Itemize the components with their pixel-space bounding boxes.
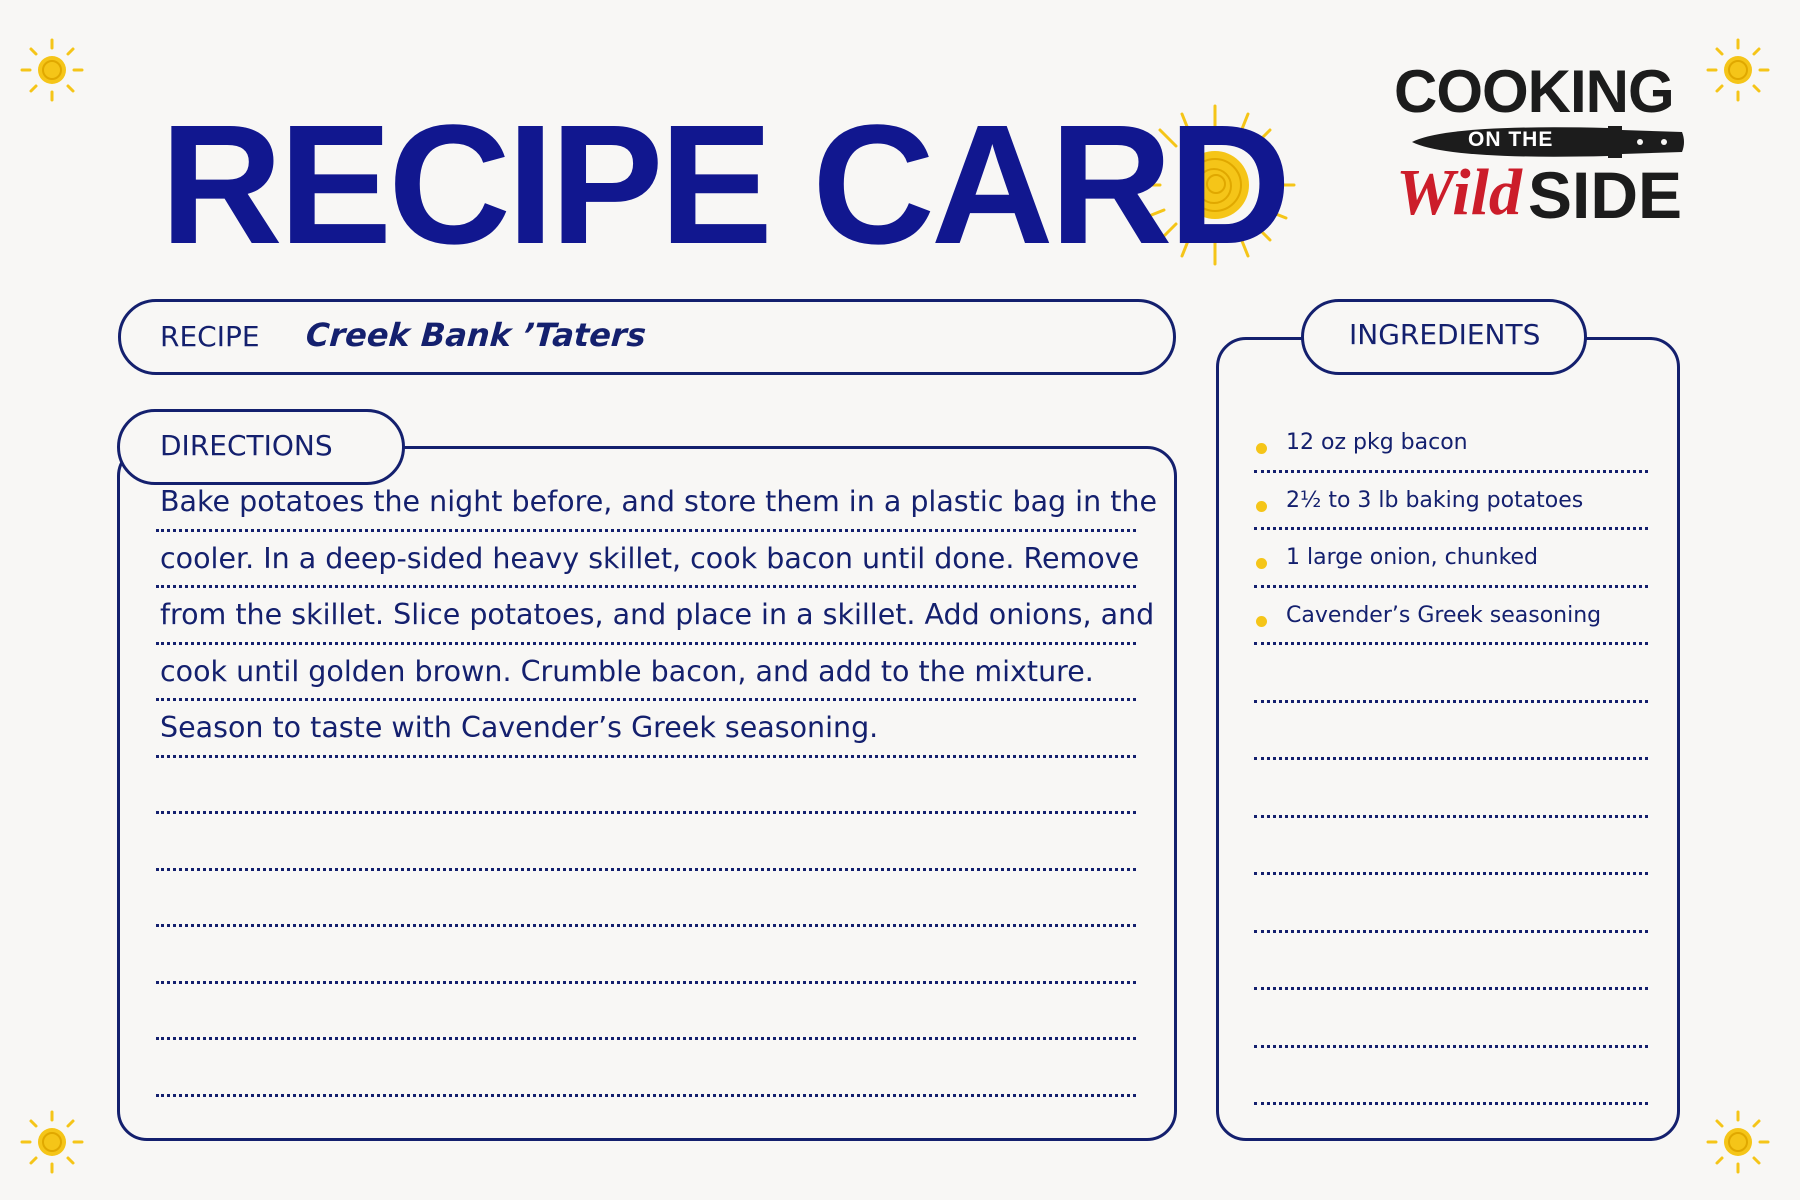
sun-icon xyxy=(18,1108,86,1176)
ingredient-item xyxy=(1254,703,1648,761)
bullet-dot xyxy=(1256,558,1267,569)
bullet-dot xyxy=(1256,501,1267,512)
directions-list xyxy=(156,475,1157,1097)
directions-line: cooler. In a deep-sided heavy skillet, cook bacon until done. Remove xyxy=(156,532,1136,589)
bullet-dot xyxy=(1256,443,1267,454)
recipe-label: RECIPE xyxy=(160,320,260,353)
logo-line-2: ON THE xyxy=(1468,128,1554,151)
directions-line: from the skillet. Slice potatoes, and place in a skillet. Add onions, and xyxy=(156,588,1136,645)
directions-line: Season to taste with Cavender’s Greek seasoning. xyxy=(156,701,1136,758)
recipe-name: Creek Bank ’Taters xyxy=(304,316,648,354)
ingredient-text: 2½ to 3 lb baking potatoes xyxy=(1286,487,1584,513)
ingredient-item xyxy=(1254,473,1648,531)
directions-line: cook until golden brown. Crumble bacon, and add to the mixture. xyxy=(156,645,1136,702)
directions-line xyxy=(156,758,1136,815)
ingredient-item xyxy=(1254,415,1648,473)
ingredient-item xyxy=(1254,760,1648,818)
logo-line-3: Wild xyxy=(1396,156,1522,229)
ingredient-text: 1 large onion, chunked xyxy=(1286,545,1539,570)
directions-line xyxy=(156,984,1136,1041)
directions-line xyxy=(156,871,1136,928)
directions-line xyxy=(156,927,1136,984)
directions-line xyxy=(156,814,1136,871)
ingredient-text: 12 oz pkg bacon xyxy=(1286,430,1468,455)
ingredient-item xyxy=(1254,645,1648,703)
ingredient-item xyxy=(1254,875,1648,933)
directions-line: Bake potatoes the night before, and store them in a plastic bag in the xyxy=(156,475,1136,532)
page-title: RECIPE CARD xyxy=(160,90,1288,280)
logo-line-1: COOKING xyxy=(1394,58,1674,125)
directions-line xyxy=(156,1040,1136,1097)
ingredient-item xyxy=(1254,1048,1648,1106)
ingredient-item xyxy=(1254,990,1648,1048)
ingredient-item xyxy=(1254,588,1648,646)
logo-line-4: SIDE xyxy=(1528,158,1683,232)
ingredients-label: INGREDIENTS xyxy=(1349,318,1541,351)
ingredient-item xyxy=(1254,530,1648,588)
cooking-on-the-wild-side-logo xyxy=(1388,58,1688,232)
sun-icon xyxy=(1704,1108,1772,1176)
bullet-dot xyxy=(1256,616,1267,627)
ingredient-item xyxy=(1254,818,1648,876)
directions-label: DIRECTIONS xyxy=(160,429,333,462)
sun-icon xyxy=(18,36,86,104)
ingredient-item xyxy=(1254,933,1648,991)
recipe-field xyxy=(118,299,1176,375)
ingredient-text: Cavender’s Greek seasoning xyxy=(1286,602,1602,628)
ingredients-list xyxy=(1254,415,1648,1105)
sun-icon xyxy=(1704,36,1772,104)
